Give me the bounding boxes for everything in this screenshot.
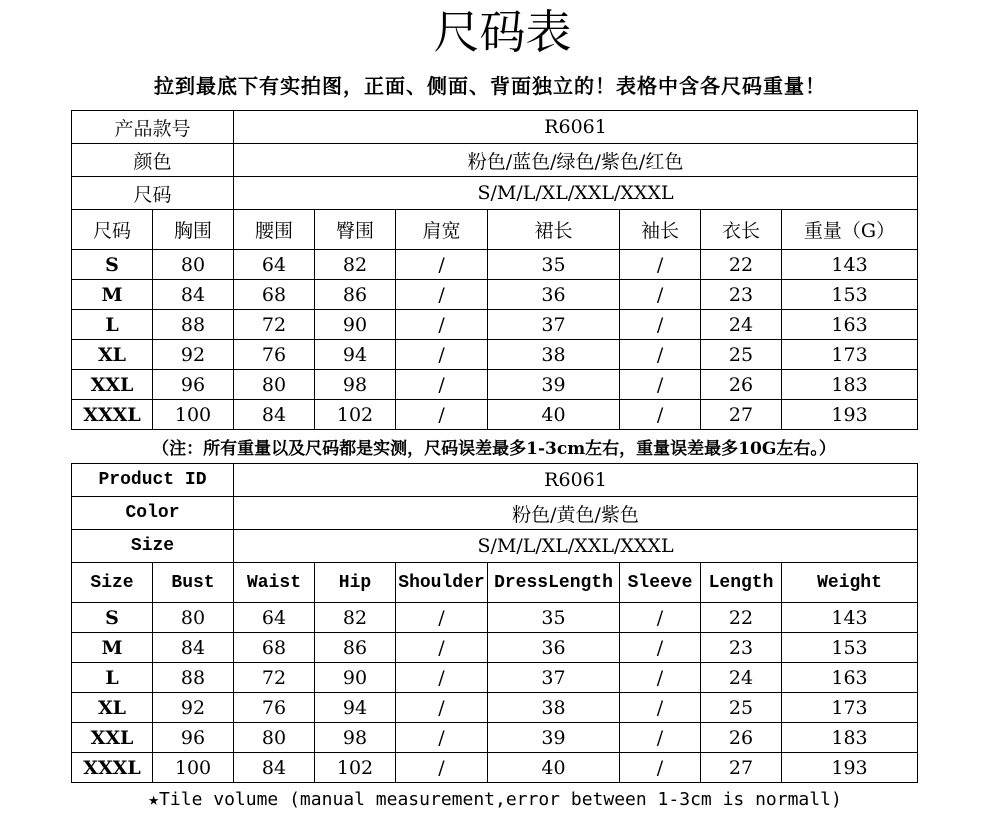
column-header: 袖长 xyxy=(620,210,701,250)
size-cell: S xyxy=(72,603,153,633)
column-header: 肩宽 xyxy=(396,210,488,250)
measurement-cell: 102 xyxy=(315,753,396,783)
measurement-cell: / xyxy=(396,310,488,340)
measurement-cell: 183 xyxy=(782,370,918,400)
measurement-cell: / xyxy=(396,753,488,783)
column-header: 重量（G） xyxy=(782,210,918,250)
measurement-cell: 26 xyxy=(701,723,782,753)
column-header: Hip xyxy=(315,563,396,603)
column-header: Shoulder xyxy=(396,563,488,603)
measurement-cell: 38 xyxy=(488,340,620,370)
column-header: 衣长 xyxy=(701,210,782,250)
measurement-cell: 143 xyxy=(782,250,918,280)
color-value: 粉色/蓝色/绿色/紫色/红色 xyxy=(234,144,918,177)
table-row xyxy=(72,400,918,430)
measurement-cell: 27 xyxy=(701,400,782,430)
color-label: Color xyxy=(72,497,234,530)
product-id-row xyxy=(72,111,918,144)
measurement-cell: 68 xyxy=(234,280,315,310)
measurement-cell: 37 xyxy=(488,663,620,693)
column-header: Waist xyxy=(234,563,315,603)
size-cell: XL xyxy=(72,693,153,723)
measurement-cell: 82 xyxy=(315,250,396,280)
measurement-cell: / xyxy=(396,340,488,370)
measurement-cell: 143 xyxy=(782,603,918,633)
measurement-cell: / xyxy=(620,250,701,280)
table-row xyxy=(72,753,918,783)
column-header: Length xyxy=(701,563,782,603)
measurement-cell: 72 xyxy=(234,663,315,693)
measurement-cell: / xyxy=(620,663,701,693)
table-row xyxy=(72,693,918,723)
measurement-cell: 36 xyxy=(488,280,620,310)
size-row xyxy=(72,177,918,210)
measurement-cell: 39 xyxy=(488,370,620,400)
measurement-cell: 92 xyxy=(153,693,234,723)
measurement-cell: / xyxy=(620,753,701,783)
product-id-label: Product ID xyxy=(72,464,234,497)
measurement-cell: / xyxy=(396,370,488,400)
measurement-cell: 40 xyxy=(488,753,620,783)
measurement-cell: 173 xyxy=(782,693,918,723)
measurement-cell: 35 xyxy=(488,250,620,280)
measurement-cell: 96 xyxy=(153,370,234,400)
size-value: S/M/L/XL/XXL/XXXL xyxy=(234,177,918,210)
table-row xyxy=(72,723,918,753)
size-value: S/M/L/XL/XXL/XXXL xyxy=(234,530,918,563)
measurement-cell: / xyxy=(396,663,488,693)
product-id-label: 产品款号 xyxy=(72,111,234,144)
column-header: 裙长 xyxy=(488,210,620,250)
measurement-cell: 37 xyxy=(488,310,620,340)
table-row xyxy=(72,250,918,280)
product-id-value: R6061 xyxy=(234,464,918,497)
size-cell: XL xyxy=(72,340,153,370)
measurement-cell: 98 xyxy=(315,723,396,753)
column-header: DressLength xyxy=(488,563,620,603)
table-row xyxy=(72,280,918,310)
measurement-cell: 22 xyxy=(701,603,782,633)
measurement-cell: 88 xyxy=(153,663,234,693)
measurement-cell: / xyxy=(620,310,701,340)
measurement-cell: 80 xyxy=(234,370,315,400)
size-cell: L xyxy=(72,310,153,340)
measurement-cell: / xyxy=(396,723,488,753)
size-cell: M xyxy=(72,633,153,663)
measurement-cell: 84 xyxy=(234,753,315,783)
measurement-cell: 98 xyxy=(315,370,396,400)
table-row xyxy=(72,340,918,370)
measurement-cell: 23 xyxy=(701,280,782,310)
measurement-cell: 64 xyxy=(234,603,315,633)
measurement-cell: 86 xyxy=(315,633,396,663)
table-row xyxy=(72,310,918,340)
measurement-cell: 84 xyxy=(153,633,234,663)
measurement-cell: 22 xyxy=(701,250,782,280)
measurement-cell: 64 xyxy=(234,250,315,280)
measurement-cell: 25 xyxy=(701,693,782,723)
measurement-cell: 92 xyxy=(153,340,234,370)
table-row xyxy=(72,663,918,693)
footer-note: ★Tile volume (manual measurement,error between 1-3cm is normall) xyxy=(148,789,842,810)
measurement-cell: / xyxy=(620,633,701,663)
measurement-cell: 183 xyxy=(782,723,918,753)
measurement-cell: 26 xyxy=(701,370,782,400)
measurement-cell: 80 xyxy=(234,723,315,753)
measurement-cell: 39 xyxy=(488,723,620,753)
size-label: Size xyxy=(72,530,234,563)
measurement-cell: 173 xyxy=(782,340,918,370)
measurement-cell: 38 xyxy=(488,693,620,723)
column-header: Bust xyxy=(153,563,234,603)
size-cell: M xyxy=(72,280,153,310)
measurement-cell: / xyxy=(396,280,488,310)
measurement-cell: 76 xyxy=(234,693,315,723)
column-header: 尺码 xyxy=(72,210,153,250)
measurement-cell: 100 xyxy=(153,753,234,783)
measurement-cell: 163 xyxy=(782,310,918,340)
measurement-cell: 24 xyxy=(701,310,782,340)
size-row xyxy=(72,530,918,563)
size-label: 尺码 xyxy=(72,177,234,210)
measurement-cell: / xyxy=(396,633,488,663)
measurement-cell: 84 xyxy=(153,280,234,310)
measurement-cell: 35 xyxy=(488,603,620,633)
measurement-cell: / xyxy=(396,250,488,280)
color-value: 粉色/黄色/紫色 xyxy=(234,497,918,530)
size-table-chinese xyxy=(71,110,918,430)
column-header: 胸围 xyxy=(153,210,234,250)
measurement-cell: / xyxy=(620,340,701,370)
measurement-cell: 193 xyxy=(782,400,918,430)
product-id-row xyxy=(72,464,918,497)
size-cell: XXL xyxy=(72,723,153,753)
header-row xyxy=(72,210,918,250)
measurement-cell: 88 xyxy=(153,310,234,340)
color-row xyxy=(72,144,918,177)
measurement-cell: 72 xyxy=(234,310,315,340)
measurement-cell: 94 xyxy=(315,693,396,723)
measurement-cell: 193 xyxy=(782,753,918,783)
measurement-cell: / xyxy=(620,723,701,753)
measurement-cell: 27 xyxy=(701,753,782,783)
column-header: Size xyxy=(72,563,153,603)
measurement-cell: / xyxy=(396,603,488,633)
measurement-cell: / xyxy=(620,400,701,430)
measurement-cell: 25 xyxy=(701,340,782,370)
measurement-cell: / xyxy=(620,693,701,723)
size-cell: L xyxy=(72,663,153,693)
measurement-cell: 102 xyxy=(315,400,396,430)
measurement-cell: 76 xyxy=(234,340,315,370)
measurement-cell: / xyxy=(396,400,488,430)
color-row xyxy=(72,497,918,530)
page-subtitle: 拉到最底下有实拍图，正面、侧面、背面独立的！表格中含各尺码重量！ xyxy=(154,74,826,98)
measurement-cell: 82 xyxy=(315,603,396,633)
size-cell: XXL xyxy=(72,370,153,400)
size-cell: XXXL xyxy=(72,400,153,430)
measurement-cell: 90 xyxy=(315,310,396,340)
measurement-cell: 96 xyxy=(153,723,234,753)
measurement-cell: / xyxy=(620,280,701,310)
measurement-cell: 84 xyxy=(234,400,315,430)
column-header: Weight xyxy=(782,563,918,603)
column-header: 臀围 xyxy=(315,210,396,250)
measurement-cell: 94 xyxy=(315,340,396,370)
measurement-cell: 153 xyxy=(782,633,918,663)
measurement-cell: 163 xyxy=(782,663,918,693)
measurement-cell: 80 xyxy=(153,250,234,280)
measurement-cell: 100 xyxy=(153,400,234,430)
measurement-note: （注：所有重量以及尺码都是实测，尺码误差最多1-3cm左右，重量误差最多10G左右。） xyxy=(152,439,836,459)
table-row xyxy=(72,370,918,400)
column-header: 腰围 xyxy=(234,210,315,250)
measurement-cell: 36 xyxy=(488,633,620,663)
measurement-cell: 40 xyxy=(488,400,620,430)
color-label: 颜色 xyxy=(72,144,234,177)
product-id-value: R6061 xyxy=(234,111,918,144)
column-header: Sleeve xyxy=(620,563,701,603)
measurement-cell: / xyxy=(620,603,701,633)
header-row xyxy=(72,563,918,603)
measurement-cell: 24 xyxy=(701,663,782,693)
measurement-cell: 23 xyxy=(701,633,782,663)
table-row xyxy=(72,633,918,663)
size-table-english xyxy=(71,463,918,783)
measurement-cell: 90 xyxy=(315,663,396,693)
measurement-cell: / xyxy=(396,693,488,723)
measurement-cell: 80 xyxy=(153,603,234,633)
size-cell: S xyxy=(72,250,153,280)
measurement-cell: 68 xyxy=(234,633,315,663)
table-row xyxy=(72,603,918,633)
size-cell: XXXL xyxy=(72,753,153,783)
measurement-cell: 86 xyxy=(315,280,396,310)
measurement-cell: / xyxy=(620,370,701,400)
measurement-cell: 153 xyxy=(782,280,918,310)
page-title: 尺码表 xyxy=(433,5,572,59)
